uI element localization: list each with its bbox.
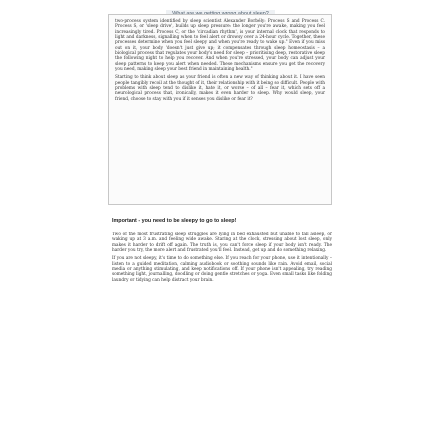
box-paragraph-2: Starting to think about sleep as your friend is often a new way of thinking about it. I have seen people tangibly recoil at the thought of it, their relationship with it being so difficult. People with problems with sleep tend to dislike it, hate it, or worse – of all – fear it, which sets off a neurological process that, ironically, makes it even harder to sleep. Why would sleep, your friend, choose to stay with you if it senses you dislike or fear it? [115,75,325,102]
science-text-box [108,14,332,205]
section-paragraph-1: Two of the most frustrating sleep struggles are lying in bed exhausted but unable to fall asleep, or waking up at 3 a.m. and feeling wide awake. Staring at the clock, stressing about lost sleep, only makes it harder to drift off again. The truth is, you can't force sleep if your body isn't ready. The harder you try, the more alert and frustrated you'll feel. Instead, get up and do something relaxing. [112,232,332,254]
section-heading: Important - you need to be sleepy to go to sleep! [112,218,237,224]
section-paragraph-2: If you are not sleepy, it's time to do something else. If you reach for your phone, use it intentionally – listen to a guided meditation, calming audiobook or soothing sounds like rain. Avoid email, social media or anything stimulating, and keep notifications off. If your phone isn't appealing, try reading something light, journalling, doodling or doing gentle stretches or yoga. Even small tasks like folding laundry or tidying can help distract your brain. [112,256,332,283]
page-header [0,0,441,10]
section-body [112,232,332,357]
box-paragraph-1: two-process system identified by sleep scientist Alexander Borbély: Process S and Process C. Process S, or 'sleep drive', builds up sleep pressure: the longer you're awake, making you feel increasingly tired. Process C, or the 'circadian rhythm', is your internal clock that responds to light and darkness, signalling when to feel alert or drowsy over a 24-hour cycle. Together, these processes determine when you feel sleepy and when you're ready to wake up." Even if you miss out on it, your body 'doesn't just give up; it compensates through sleep homeostasis – a biological process that regulates your body's need for sleep – prioritising deep, restorative sleep the following night to help you recover. And when you're stressed, your body can adjust your sleep patterns to keep you alert when needed. These mechanisms ensure you get the recovery you need, making sleep your best friend in maintaining health." [115,19,325,73]
